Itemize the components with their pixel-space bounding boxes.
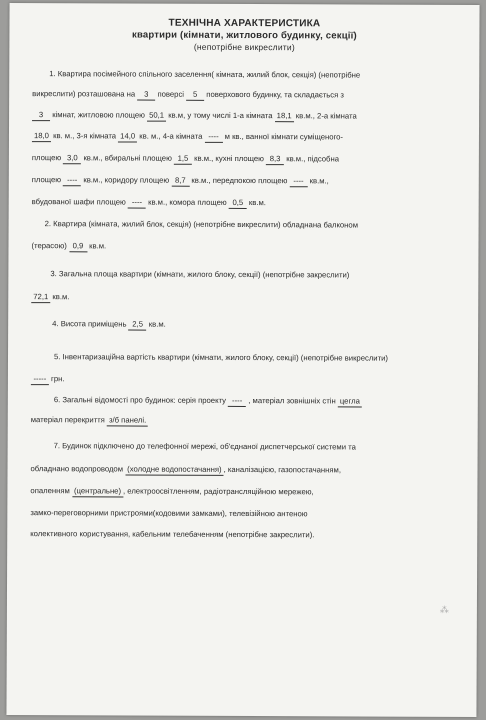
- p7-line-4: замко-переговорними пристроями(кодовими замками), телевізійною антеною: [30, 508, 308, 519]
- document-page: [6, 3, 479, 717]
- room3-area-field: 14,0: [118, 131, 137, 142]
- room1-area-field: 18,1: [275, 111, 294, 122]
- p1-line-4: 18,0 кв. м., 3-я кімната 14,0 кв. м., 4-а кімната ---- м кв., ванної кімнати суміщеного-: [32, 131, 459, 144]
- floors-total-field: 5: [186, 90, 204, 101]
- p5-line-2: ----- грн.: [31, 374, 458, 387]
- restroom-area-field: 1,5: [174, 154, 192, 165]
- p5-line-1: 5. Інвентаризаційна вартість квартири (кімнати, жилого блоку, секції) (непотрібне викреслити): [53, 352, 389, 363]
- wardrobe-area-field: ----: [128, 197, 146, 208]
- wall-material-field: цегла: [338, 396, 362, 407]
- rooms-count-field: 3: [32, 110, 50, 121]
- room2-area-field: 18,0: [32, 131, 51, 142]
- p3-line-2: 72,1 кв.м.: [31, 292, 458, 305]
- p7-line-5: колективного користування, кабельним телебаченням (непотрібне закреслити).: [30, 529, 315, 540]
- p6-line-1: 6. Загальні відомості про будинок: серія проекту ---- , матеріал зовнішніх стін цегла: [54, 395, 458, 408]
- p1-line-5: площею 3,0 кв.м., вбиральні площею 1,5 кв.м., кухні площею 8,3 кв.м., підсобна: [31, 153, 340, 164]
- p1-line-3: 3 кімнат, житловою площею 50,1 кв.м, у тому числі 1-а кімната 18,1 кв.м., 2-а кімната: [32, 110, 459, 123]
- floor-slab-material-field: з/б панелі.: [107, 415, 148, 426]
- p7-line-2: обладнано водопроводом (холодне водопостачання) , каналізацією, газопостачанням,: [30, 464, 342, 475]
- living-area-field: 50,1: [147, 111, 166, 122]
- p1-line-2: викреслити) розташована на 3 поверсі 5 поверхового будинку, та складається з: [32, 89, 344, 100]
- p6-line-2: матеріал перекриття з/б панелі.: [31, 415, 458, 428]
- document-subtitle: квартири (кімнати, житлового будинку, секції): [131, 29, 357, 42]
- balcony-area-field: 0,9: [69, 241, 87, 252]
- inventory-value-field: -----: [31, 374, 49, 385]
- p1-line-7: вбудованої шафи площею ---- кв.м., комора площею 0,5 кв.м.: [31, 197, 266, 208]
- p7-line-3: опаленням (центральне) , електроосвітленням, радіотрансляційною мережею,: [30, 486, 314, 497]
- project-series-field: ----: [228, 396, 246, 407]
- p2-line-2: (терасою) 0,9 кв.м.: [31, 241, 107, 251]
- total-area-field: 72,1: [31, 292, 50, 303]
- p7-line-1: 7. Будинок підключено до телефонної мережі, об'єднаної диспетчерської системи та: [53, 441, 356, 452]
- bathroom-area-field: 3,0: [63, 153, 81, 164]
- p1-line-6: площею ---- кв.м., коридору площею 8,7 кв.м., передпокою площею ---- кв.м.,: [31, 175, 329, 186]
- storage-area-field: 0,5: [229, 198, 247, 209]
- p3-line-1: 3. Загальна площа квартири (кімнати, жилого блоку, секції) (непотрібне закреслити): [50, 269, 350, 280]
- heating-field: (центральне): [72, 486, 123, 497]
- floor-field: 3: [137, 90, 155, 101]
- room4-area-field: ----: [204, 132, 222, 143]
- p2-line-1: 2. Квартира (кімната, жилий блок, секція) (непотрібне викреслити) обладнана балконом: [44, 219, 359, 230]
- hall-area-field: ----: [289, 176, 307, 187]
- document-title: ТЕХНІЧНА ХАРАКТЕРИСТИКА: [168, 17, 321, 30]
- water-supply-field: (холодне водопостачання): [125, 464, 223, 475]
- p4-line-1: 4. Висота приміщень 2,5 кв.м.: [52, 319, 166, 329]
- document-note: (непотрібне викреслити): [193, 41, 295, 53]
- corridor-area-field: 8,7: [171, 176, 189, 187]
- p1-line-1: 1. Квартира посімейного спільного заселення( кімната, жилий блок, секція) (непотрібне: [49, 69, 361, 80]
- ceiling-height-field: 2,5: [129, 320, 147, 331]
- basement-area-field: ----: [63, 175, 81, 186]
- page-mark: ⁂: [439, 604, 449, 615]
- kitchen-area-field: 8,3: [266, 154, 284, 165]
